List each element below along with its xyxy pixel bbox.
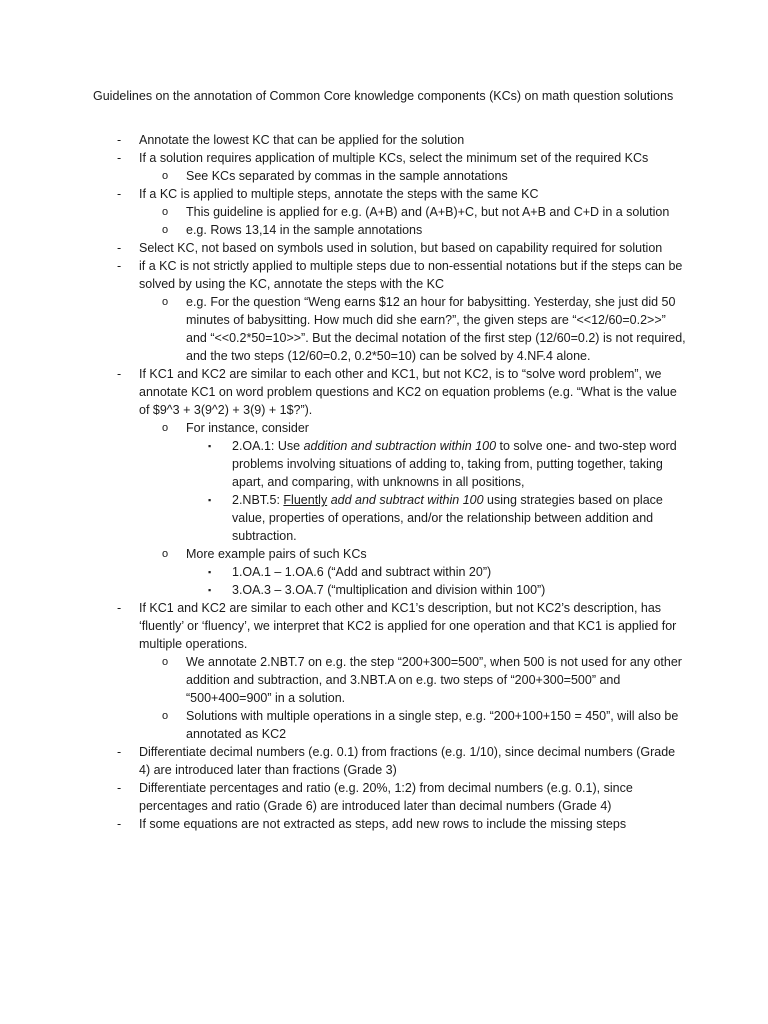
guideline-text: If KC1 and KC2 are similar to each other and KC1, but not KC2, is to “solve word problem”, we annotate KC1 on word problem questions and KC2 on equation problems (e.g. “What is the value of $9^3 + 3(9^2) + 3(9) + 1$?”). [139, 367, 677, 417]
guideline-subitem [0, 203, 768, 221]
dash-bullet: - [117, 259, 122, 273]
guideline-text: Annotate the lowest KC that can be applied for the solution [139, 133, 465, 147]
circle-bullet: o [162, 422, 169, 434]
guideline-list [0, 131, 768, 833]
kc-code-text: 2.NBT.5: [232, 493, 284, 507]
guideline-text: Differentiate percentages and ratio (e.g. 20%, 1:2) from decimal numbers (e.g. 0.1), since percentages and ratio (Grade 6) are introduced later than decimal numbers (Grade 4) [139, 781, 633, 813]
circle-bullet: o [162, 206, 169, 218]
guideline-item [0, 131, 768, 149]
square-bullet: ▪ [208, 495, 212, 505]
guideline-text: 1.OA.1 – 1.OA.6 (“Add and subtract within 20”) [232, 565, 492, 579]
guideline-text: See KCs separated by commas in the sample annotations [186, 169, 508, 183]
kc-emphasis: add and subtract within 100 [330, 493, 484, 507]
guideline-item [0, 239, 768, 257]
guideline-text: If a KC is applied to multiple steps, annotate the steps with the same KC [139, 187, 539, 201]
circle-bullet: o [162, 224, 169, 236]
guideline-text: We annotate 2.NBT.7 on e.g. the step “200+300=500”, when 500 is not used for any other addition and subtraction, and 3.NBT.A on e.g. two steps of “200+300=500” and “500+400=900” in a solution. [186, 655, 682, 705]
guideline-subitem [0, 419, 768, 437]
guideline-subitem [0, 545, 768, 563]
guideline-text: More example pairs of such KCs [186, 547, 367, 561]
kc-definition [0, 491, 768, 545]
guideline-item [0, 815, 768, 833]
circle-bullet: o [162, 170, 169, 182]
document-title: Guidelines on the annotation of Common Core knowledge components (KCs) on math question solutions [93, 89, 674, 103]
guideline-text: For instance, consider [186, 421, 309, 435]
guideline-item [0, 779, 768, 815]
guideline-subitem [0, 653, 768, 707]
guideline-text: If a solution requires application of multiple KCs, select the minimum set of the required KCs [139, 151, 649, 165]
guideline-item [0, 743, 768, 779]
kc-code-text: 2.OA.1: Use [232, 439, 304, 453]
guideline-item [0, 365, 768, 419]
guideline-item [0, 149, 768, 167]
circle-bullet: o [162, 656, 169, 668]
guideline-subitem [0, 221, 768, 239]
dash-bullet: - [117, 241, 122, 255]
dash-bullet: - [117, 745, 122, 759]
guideline-subitem [0, 707, 768, 743]
dash-bullet: - [117, 187, 122, 201]
guideline-item [0, 257, 768, 293]
circle-bullet: o [162, 710, 169, 722]
square-bullet: ▪ [208, 585, 212, 595]
guideline-text: If KC1 and KC2 are similar to each other and KC1’s description, but not KC2’s description, has ‘fluently’ or ‘fluency’, we interpret that KC2 is applied for one operation and that KC1 is applied for multiple operations. [139, 601, 677, 651]
guideline-subitem [0, 167, 768, 185]
guideline-item [0, 599, 768, 653]
dash-bullet: - [117, 817, 122, 831]
dash-bullet: - [117, 601, 122, 615]
guideline-text: If some equations are not extracted as steps, add new rows to include the missing steps [139, 817, 627, 831]
kc-description-text: using strategies based on place value, properties of operations, and/or the relationship between addition and subtraction. [232, 493, 663, 543]
guideline-text: if a KC is not strictly applied to multiple steps due to non-essential notations but if the steps can be solved by using the KC, annotate the steps with the KC [139, 259, 683, 291]
square-bullet: ▪ [208, 441, 212, 451]
guideline-subitem [0, 293, 768, 365]
dash-bullet: - [117, 151, 122, 165]
guideline-text: e.g. For the question “Weng earns $12 an hour for babysitting. Yesterday, she just did 50 minutes of babysitting. How much did she earn?”, the given steps are “<<12/60=0.2>>” and “<<0.2*50=10>>”. But the decimal notation of the first step (12/60=0.2) is not required, and the two steps (12/60=0.2, 0.2*50=10) can be solved by 4.NF.4 alone. [186, 295, 686, 363]
guideline-text: e.g. Rows 13,14 in the sample annotations [186, 223, 423, 237]
kc-emphasis: addition and subtraction within 100 [303, 439, 497, 453]
kc-definition [0, 437, 768, 491]
kc-pair [0, 563, 768, 581]
dash-bullet: - [117, 781, 122, 795]
kc-underline: Fluently [283, 493, 328, 507]
guideline-text: Select KC, not based on symbols used in solution, but based on capability required for solution [139, 241, 663, 255]
circle-bullet: o [162, 296, 169, 308]
guideline-text: 3.OA.3 – 3.OA.7 (“multiplication and division within 100”) [232, 583, 546, 597]
dash-bullet: - [117, 133, 122, 147]
guideline-text: Differentiate decimal numbers (e.g. 0.1) from fractions (e.g. 1/10), since decimal numbers (Grade 4) are introduced later than fractions (Grade 3) [139, 745, 676, 777]
circle-bullet: o [162, 548, 169, 560]
kc-description-text: to solve one- and two-step word problems involving situations of adding to, taking from, putting together, taking apart, and comparing, with unknowns in all positions, [232, 439, 677, 489]
guideline-text: Solutions with multiple operations in a single step, e.g. “200+100+150 = 450”, will also be annotated as KC2 [186, 709, 679, 741]
guideline-text: This guideline is applied for e.g. (A+B) and (A+B)+C, but not A+B and C+D in a solution [186, 205, 670, 219]
square-bullet: ▪ [208, 567, 212, 577]
guideline-item [0, 185, 768, 203]
kc-pair [0, 581, 768, 599]
dash-bullet: - [117, 367, 122, 381]
